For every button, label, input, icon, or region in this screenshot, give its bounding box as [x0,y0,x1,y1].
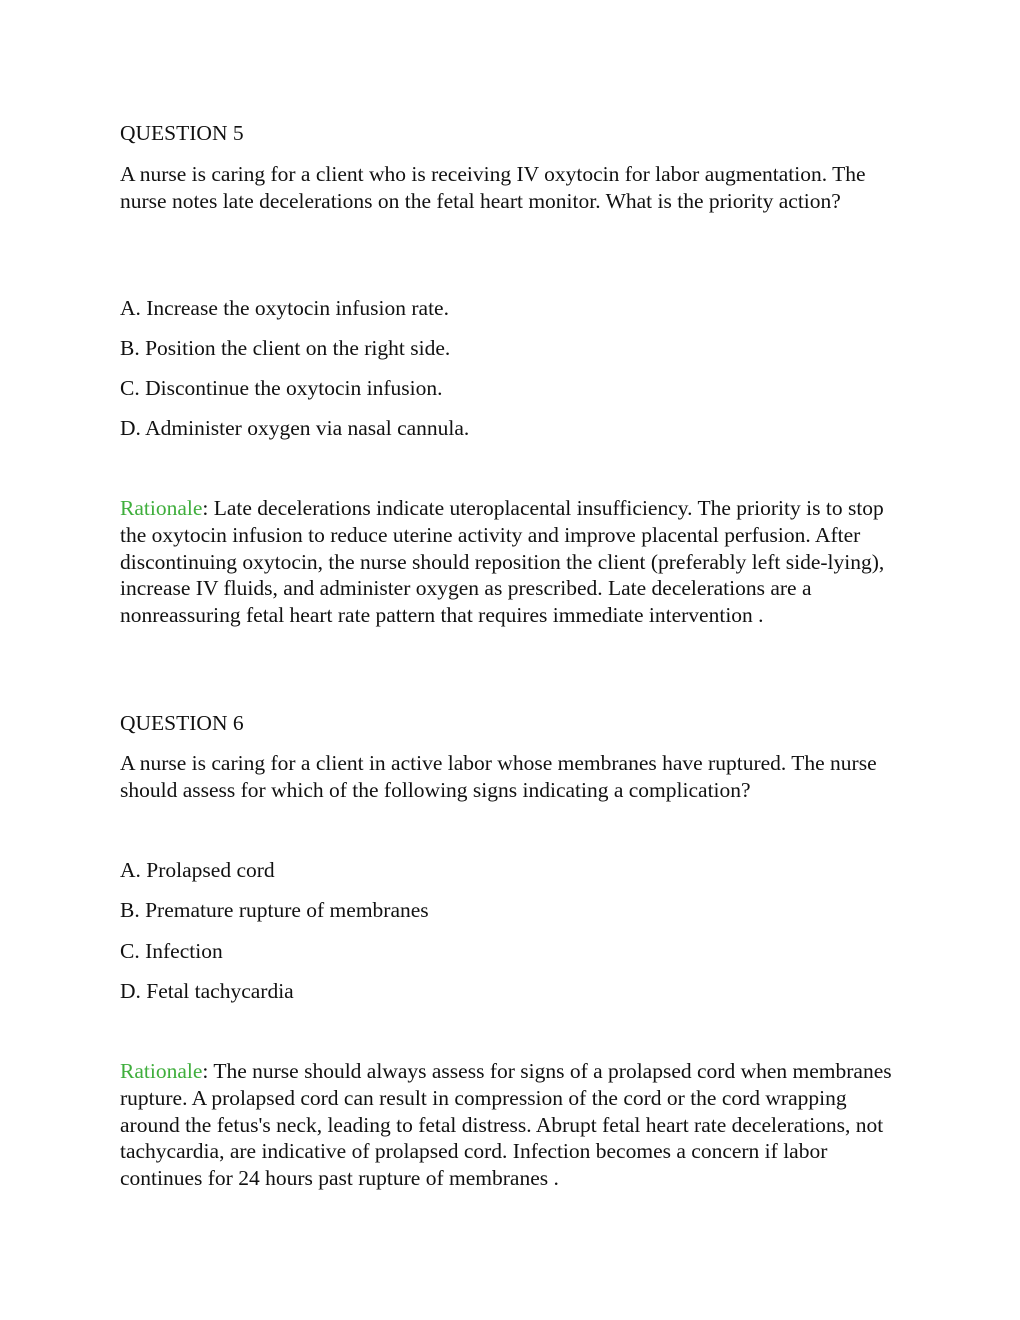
rationale-label: Rationale [120,1059,203,1083]
answer-option: B. Position the client on the right side. [120,336,451,360]
rationale-paragraph [120,1058,900,1192]
answer-option: C. Discontinue the oxytocin infusion. [120,376,443,400]
rationale-text: : The nurse should always assess for signs of a prolapsed cord when membranes rupture. A prolapsed cord can result in compression of the cord or the cord wrapping around the fetus's neck, leading to fetal distress. Abrupt fetal heart rate decelerations, not tachycardia, are indicative of prolapsed cord. Infection becomes a concern if labor continues for 24 hours past rupture of membranes . [120,1059,892,1191]
rationale-label: Rationale [120,496,203,520]
answer-option: B. Premature rupture of membranes [120,898,429,922]
question-stem: A nurse is caring for a client who is receiving IV oxytocin for labor augmentation. The nurse notes late decelerations on the fetal heart monitor. What is the priority action? [120,162,866,213]
answer-option: C. Infection [120,939,223,963]
answer-option: A. Prolapsed cord [120,858,275,882]
rationale-paragraph [120,495,900,629]
question-heading: QUESTION 6 [120,711,244,735]
answer-option: D. Fetal tachycardia [120,979,294,1003]
answer-option: A. Increase the oxytocin infusion rate. [120,296,449,320]
answer-option: D. Administer oxygen via nasal cannula. [120,416,470,440]
question-stem: A nurse is caring for a client in active labor whose membranes have ruptured. The nurse should assess for which of the following signs indicating a complication? [120,751,877,802]
question-heading: QUESTION 5 [120,121,244,145]
rationale-text: : Late decelerations indicate uteroplacental insufficiency. The priority is to stop the oxytocin infusion to reduce uterine activity and improve placental perfusion. After discontinuing oxytocin, the nurse should reposition the client (preferably left side-lying), increase IV fluids, and administer oxygen as prescribed. Late decelerations are a nonreassuring fetal heart rate pattern that requires immediate intervention . [120,496,885,628]
